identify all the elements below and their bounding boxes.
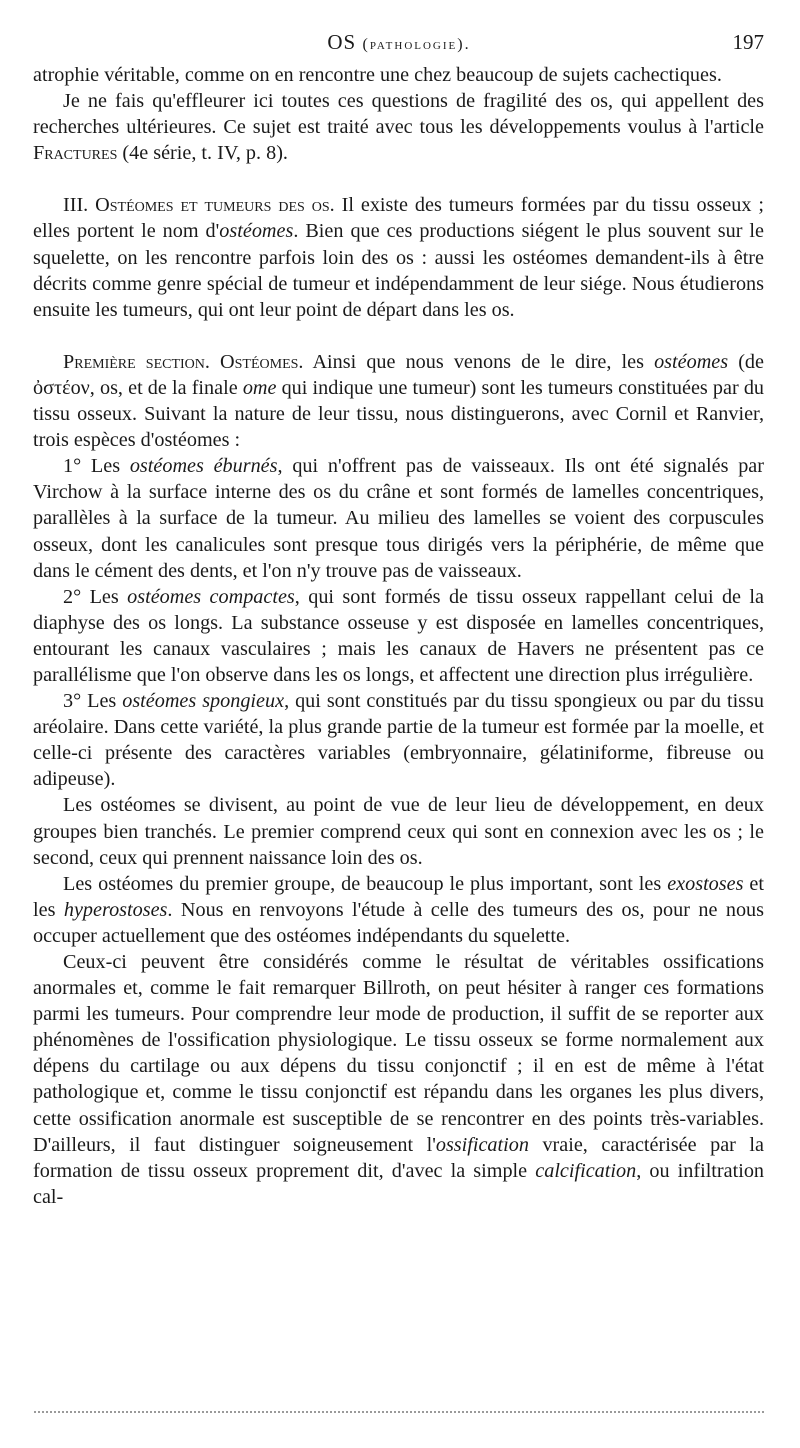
title-main: OS: [327, 30, 357, 54]
paragraph-first-section: [33, 349, 764, 453]
paragraph-spongieux: [33, 688, 764, 792]
paragraph-compactes: [33, 584, 764, 688]
paragraph-text: Les ostéomes se divisent, au point de vue de leur lieu de développement, en deux groupes bien tranchés. Le premier comprend ceux qui sont en connexion avec les os ; le second, ceux qui prennent naissance loin des os.: [33, 794, 764, 869]
paragraph-text: Il existe des tumeurs formées par du tissu osseux ; elles portent le nom d': [33, 194, 764, 243]
paragraph-text: , qui sont formés de tissu osseux rappellant celui de la diaphyse des os longs. La substance osseuse y est disposée en lamelles concentriques, entourant les canaux vasculaires ; mais les canaux de Havers ne présentent pas ce parallélisme que l'on observe dans les os longs, et affectent une direction plus irrégulière.: [33, 585, 764, 686]
italic-term: calcification: [535, 1159, 637, 1182]
paragraph-groups: [33, 792, 764, 870]
section-heading: Première section. Ostéomes.: [63, 350, 304, 373]
list-number: 2° Les: [63, 585, 128, 608]
paragraph-fragility: [33, 88, 764, 166]
list-number: 3° Les: [63, 690, 123, 713]
paragraph-text: Je ne fais qu'effleurer ici toutes ces questions de fragilité des os, qui appellent des recherches ultérieures. Ce sujet est traité avec tous les développements voulus à l'article: [33, 90, 764, 139]
section-heading: III. Ostéomes et tumeurs des os.: [63, 194, 335, 217]
running-title: [34, 30, 764, 55]
paragraph-text: . Bien que ces productions siégent le plus souvent sur le squelette, on les rencontre parfois loin des os : aussi les ostéomes demandent-ils à être décrits comme genre spécial de tumeur et indépendamment de leur siége. Nous étudierons ensuite les tumeurs, qui ont leur point de départ dans les os.: [33, 220, 764, 321]
italic-term: ossification: [435, 1133, 529, 1156]
bleed-through-divider: [34, 1411, 764, 1416]
paragraph-text: atrophie véritable, comme on en rencontre une chez beaucoup de sujets cachectiques.: [33, 64, 722, 86]
title-sub: (pathologie).: [362, 36, 471, 53]
paragraph-continuation: [33, 62, 764, 88]
paragraph-section-iii: [33, 192, 764, 322]
paragraph-text: , qui sont constitués par du tissu spongieux ou par du tissu aréolaire. Dans cette variété, la plus grande partie de la tumeur est formée par la moelle, et celle-ci présente des caractères variables (embryonnaire, gélatiniforme, fibreuse ou adipeuse).: [33, 690, 764, 791]
paragraph-text: qui indique une tumeur) sont les tumeurs constituées par du tissu osseux. Suivant la nature de leur tissu, nous distinguerons, avec Cornil et Ranvier, trois espèces d'ostéomes :: [33, 376, 765, 452]
paragraph-eburnes: [33, 453, 764, 583]
italic-term: ome: [242, 376, 277, 399]
italic-term: ostéomes éburnés: [129, 455, 278, 478]
italic-term: ostéomes: [219, 220, 294, 243]
paragraph-text: Les ostéomes du premier groupe, de beaucoup le plus important, sont les: [63, 872, 668, 895]
article-reference: Fractures: [33, 142, 118, 165]
paragraph-text: et les: [33, 872, 764, 921]
paragraph-text: Ceux-ci peuvent être considérés comme le résultat de véritables ossifications anormales et, comme le fait remarquer Billroth, on peut hésiter à ranger ces formations parmi les tumeurs. Pour comprendre leur mode de production, il suffit de se reporter aux phénomènes de l'ossification physiologique. Le tissu osseux se forme normalement aux dépens du cartilage ou aux dépens du tissu conjonctif ; il en est de même à l'état pathologique et, comme le tissu conjonctif est répandu dans les organes les plus divers, cette ossification anormale est susceptible de se rencontrer en des points très-variables. D'ailleurs, il faut distinguer soigneusement l': [33, 951, 764, 1156]
paragraph-text: (4e série, t. IV, p. 8).: [117, 142, 288, 165]
paragraph-text: . Nous en renvoyons l'étude à celle des tumeurs des os, pour ne nous occuper actuellement que des ostéomes indépendants du squelette.: [33, 898, 764, 947]
paragraph-first-group: [33, 871, 764, 949]
italic-term: ostéomes: [654, 350, 729, 373]
paragraph-text: , ou infiltration cal-: [33, 1159, 765, 1208]
paragraph-text: , qui n'offrent pas de vaisseaux. Ils ont été signalés par Virchow à la surface interne des os du crâne et sont formés de lamelles concentriques, parallèles à la surface de la tumeur. Au milieu des lamelles se voient des corpuscules osseux, dont les canalicules sont presque tous dirigés vers la périphérie, de même que dans le cément des dents, et l'on n'y trouve pas de vaisseaux.: [33, 455, 764, 582]
italic-term: ostéomes compactes: [127, 585, 295, 608]
running-header: [34, 30, 764, 60]
paragraph-text: vraie, caractérisée par la formation de tissu osseux proprement dit, d'avec la simple: [33, 1133, 764, 1182]
italic-term: exostoses: [667, 872, 744, 895]
page-body: [33, 62, 764, 1210]
paragraph-text: (de ὀστέον, os, et de la finale: [33, 350, 764, 399]
paragraph-ossification: [33, 949, 764, 1210]
paragraph-text: Ainsi que nous venons de le dire, les: [303, 350, 655, 373]
italic-term: ostéomes spongieux: [122, 690, 285, 713]
page-number: 197: [732, 30, 764, 54]
list-number: 1° Les: [63, 455, 130, 478]
italic-term: hyperostoses: [63, 898, 168, 921]
